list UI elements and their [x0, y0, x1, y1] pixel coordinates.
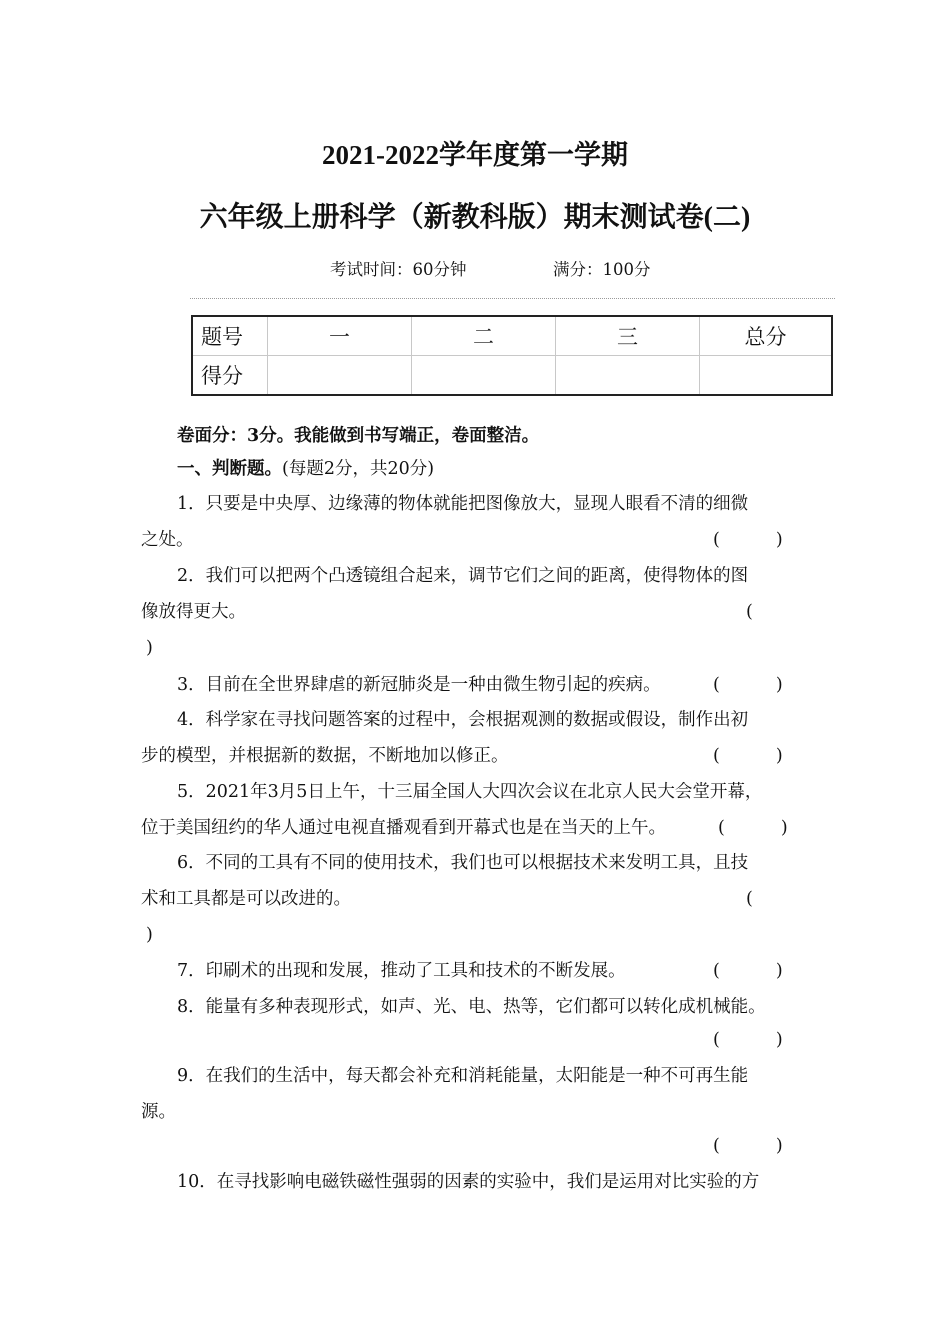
section-title: 一、判断题。: [177, 459, 282, 479]
paren-close: ): [775, 1030, 783, 1050]
question-9-line2: 源。: [141, 1102, 176, 1122]
dotted-divider: [190, 298, 835, 299]
score-table-header-row: [192, 316, 832, 356]
section-note: (每题2分，共20分): [282, 459, 435, 479]
score-input-cell[interactable]: [700, 356, 833, 396]
paren-close: ): [780, 818, 788, 838]
score-table-cell: 三: [556, 316, 700, 356]
answer-blank-5[interactable]: [718, 816, 788, 840]
neatness-note: 卷面分：3分。我能做到书写端正，卷面整洁。: [177, 426, 540, 446]
paren-close: ): [775, 961, 783, 981]
question-4-line2: 步的模型，并根据新的数据，不断地加以修正。: [141, 746, 509, 766]
paren-open: (: [713, 1136, 720, 1156]
question-3-line1: 3．目前在全世界肆虐的新冠肺炎是一种由微生物引起的疾病。: [177, 675, 661, 695]
paren-open: (: [713, 675, 720, 695]
score-table: [191, 315, 833, 396]
paren-close: ): [775, 530, 783, 550]
answer-blank-3[interactable]: [713, 673, 783, 697]
paren-open: (: [746, 889, 753, 909]
question-8-line1: 8．能量有多种表现形式，如声、光、电、热等，它们都可以转化成机械能。: [177, 997, 766, 1017]
score-input-cell[interactable]: [556, 356, 700, 396]
score-table-cell: 得分: [192, 356, 268, 396]
question-7-line1: 7．印刷术的出现和发展，推动了工具和技术的不断发展。: [177, 961, 626, 981]
paren-close: ): [146, 638, 153, 658]
paren-open: (: [718, 818, 725, 838]
section-heading: [177, 457, 434, 481]
question-6-line1: 6．不同的工具有不同的使用技术，我们也可以根据技术来发明工具，且技: [177, 853, 749, 873]
answer-blank-4[interactable]: [713, 744, 783, 768]
answer-blank-2-close[interactable]: [146, 636, 153, 660]
paren-open: (: [713, 961, 720, 981]
question-9-line1: 9．在我们的生活中，每天都会补充和消耗能量，太阳能是一种不可再生能: [177, 1066, 749, 1086]
answer-blank-6-close[interactable]: [146, 923, 153, 947]
answer-blank-9[interactable]: [713, 1134, 783, 1158]
exam-title-subject: 六年级上册科学（新教科版）期末测试卷(二): [199, 202, 751, 233]
question-1-line1: 1．只要是中央厚、边缘薄的物体就能把图像放大，显现人眼看不清的细微: [177, 494, 749, 514]
answer-blank-8[interactable]: [713, 1028, 783, 1052]
paren-open: (: [713, 530, 720, 550]
answer-blank-7[interactable]: [713, 959, 783, 983]
paren-open: (: [713, 746, 720, 766]
paren-open: (: [746, 602, 753, 622]
score-table-score-row: [192, 356, 832, 396]
answer-blank-6-open[interactable]: [746, 887, 753, 911]
score-input-cell[interactable]: [268, 356, 412, 396]
question-5-line2: 位于美国纽约的华人通过电视直播观看到开幕式也是在当天的上午。: [141, 818, 666, 838]
paren-close: ): [775, 675, 783, 695]
question-10-line1: 10．在寻找影响电磁铁磁性强弱的因素的实验中，我们是运用对比实验的方: [177, 1172, 760, 1192]
score-table-cell: 题号: [192, 316, 268, 356]
answer-blank-2-open[interactable]: [746, 600, 753, 624]
question-4-line1: 4．科学家在寻找问题答案的过程中，会根据观测的数据或假设，制作出初: [177, 710, 749, 730]
exam-time: 考试时间：60分钟: [330, 260, 467, 279]
question-6-line2: 术和工具都是可以改进的。: [141, 889, 351, 909]
full-score: 满分：100分: [553, 260, 651, 279]
question-5-line1: 5．2021年3月5日上午，十三届全国人大四次会议在北京人民大会堂开幕，: [177, 782, 763, 802]
question-1-line2: 之处。: [141, 530, 194, 550]
score-table-cell: 总分: [700, 316, 833, 356]
exam-title-year: 2021-2022学年度第一学期: [322, 140, 628, 170]
answer-blank-1[interactable]: [713, 528, 783, 552]
paren-close: ): [146, 925, 153, 945]
question-2-line1: 2．我们可以把两个凸透镜组合起来，调节它们之间的距离，使得物体的图: [177, 566, 749, 586]
question-2-line2: 像放得更大。: [141, 602, 246, 622]
paren-close: ): [775, 1136, 783, 1156]
paren-close: ): [775, 746, 783, 766]
score-table-cell: 二: [412, 316, 556, 356]
score-input-cell[interactable]: [412, 356, 556, 396]
score-table-cell: 一: [268, 316, 412, 356]
paren-open: (: [713, 1030, 720, 1050]
